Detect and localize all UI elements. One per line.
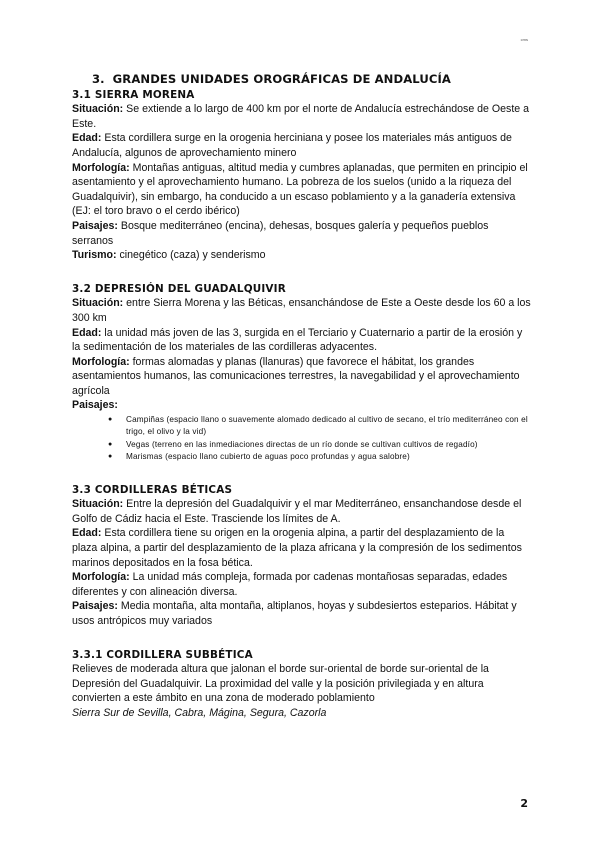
section-depresion-guadalquivir	[72, 282, 532, 464]
paragraph-edad	[72, 131, 532, 160]
paragraph-morfologia	[72, 161, 532, 219]
paragraph-turismo	[72, 248, 532, 263]
paragraph-text: Montañas antiguas, altitud media y cumbres aplanadas, que permiten en principio el asentamiento y el aprovechamiento humano. La pobreza de los suelos (unido a la riqueza del Guadalquivir), sin embargo, ha conducido a un escaso poblamiento y a la ganadería extensiva (EJ: el toro bravo o el cerdo ibérico)	[72, 161, 528, 218]
paragraph-text: Entre la depresión del Guadalquivir y el mar Mediterráneo, ensanchandose desde el Golfo de Cádiz hacia el Este. Trasciende los límites de A.	[72, 498, 522, 525]
paragraph-text: Esta cordillera surge en la orogenia herciniana y posee los materiales más antiguos de Andalucía, algunos de aprovechamiento minero	[72, 132, 512, 159]
paragraph-label: Morfología:	[72, 161, 130, 174]
list-item-campinas: ● Campiñas (espacio llano o suavemente alomado dedicado al cultivo de secano, el trío mediterráneo con el trigo, el olivo y la vid)	[108, 414, 532, 439]
paragraph-paisajes	[72, 398, 532, 413]
section-heading: 3.3 CORDILLERAS BÉTICAS	[72, 483, 233, 496]
paragraph-situacion	[72, 296, 532, 325]
paragraph-label: Situación:	[72, 103, 124, 116]
paragraph-text: la unidad más joven de las 3, surgida en el Terciario y Cuaternario a partir de la erosión y la sedimentación de los materiales de las cordilleras adyacentes.	[72, 326, 523, 354]
paragraph-description: Relieves de moderada altura que jalonan el borde sur-oriental de borde sur-oriental de la Depresión del Guadalquivir. La proximidad del valle y la posición privilegiada y en altura convierten a este ámbito en una zona de moderado poblamiento	[72, 663, 489, 705]
title-text: GRANDES UNIDADES OROGRÁFICAS DE ANDALUCÍA	[112, 72, 451, 86]
paragraph-text: Esta cordillera tiene su origen en la orogenia alpina, a partir del desplazamiento de la plaza alpina, a partir del desplazamiento de la plaza africana y la compresión de los sedimentos marinos depositados en la fosa bética.	[72, 527, 522, 569]
corner-mark: cms	[520, 37, 528, 42]
section-heading: 3.2 DEPRESIÓN DEL GUADALQUIVIR	[72, 282, 286, 295]
section-heading: 3.3.1 CORDILLERA SUBBÉTICA	[72, 648, 253, 661]
paragraph-label: Paisajes:	[72, 399, 118, 412]
paragraph-text: Media montaña, alta montaña, altiplanos, hoyas y subdesiertos esteparios. Hábitat y usos antrópicos muy variados	[72, 600, 517, 628]
paragraph-label: Edad:	[72, 326, 102, 339]
page-content	[72, 72, 532, 740]
section-heading: 3.1 SIERRA MORENA	[72, 88, 195, 101]
paragraph-edad	[72, 526, 532, 570]
title-number: 3.	[92, 72, 105, 86]
paragraph-text: entre Sierra Morena y las Béticas, ensanchándose de Este a Oeste desde los 60 a los 300 km	[72, 297, 531, 324]
paisajes-list	[72, 414, 532, 464]
list-item-marismas: ● Marismas (espacio llano cubierto de aguas poco profundas y agua salobre)	[108, 451, 532, 463]
paragraph-text: Se extiende a lo largo de 400 km por el norte de Andalucía estrechándose de Oeste a Este.	[72, 103, 529, 130]
paragraph-situacion	[72, 497, 532, 526]
section-cordillera-subbetica	[72, 648, 532, 721]
paragraph-edad	[72, 326, 532, 355]
page-title	[92, 72, 532, 87]
paragraph-label: Edad:	[72, 527, 102, 540]
paragraph-paisajes	[72, 219, 532, 248]
paragraph-paisajes	[72, 599, 532, 628]
paragraph-situacion	[72, 102, 532, 131]
paragraph-label: Situación:	[72, 498, 124, 511]
paragraph-text: La unidad más compleja, formada por cadenas montañosas separadas, edades diferentes y con alineación diversa.	[72, 571, 508, 598]
paragraph-label: Edad:	[72, 132, 102, 145]
paragraph-label: Morfología:	[72, 571, 130, 584]
paragraph-label: Paisajes:	[72, 600, 118, 613]
paragraph-label: Paisajes:	[72, 219, 118, 232]
paragraph-label: Morfología:	[72, 355, 130, 368]
page-number: 2	[520, 797, 528, 810]
section-sierra-morena	[72, 88, 532, 263]
paragraph-text: Bosque mediterráneo (encina), dehesas, bosques galería y pequeños pueblos serranos	[72, 219, 489, 247]
sierras-list: Sierra Sur de Sevilla, Cabra, Mágina, Segura, Cazorla	[72, 707, 327, 719]
paragraph-morfologia	[72, 570, 532, 599]
paragraph-text: formas alomadas y planas (llanuras) que favorece el hábitat, los grandes asentamientos humanos, las comunicaciones terrestres, la navegabilidad y el aprovechamiento agrícola	[72, 355, 520, 397]
paragraph-label: Situación:	[72, 297, 124, 310]
paragraph-morfologia	[72, 355, 532, 399]
list-item-vegas: ● Vegas (terreno en las inmediaciones directas de un río donde se cultivan cultivos de regadío)	[108, 439, 532, 451]
paragraph-label: Turismo:	[72, 249, 117, 262]
section-cordilleras-beticas	[72, 483, 532, 629]
paragraph-text: cinegético (caza) y senderismo	[116, 249, 266, 262]
